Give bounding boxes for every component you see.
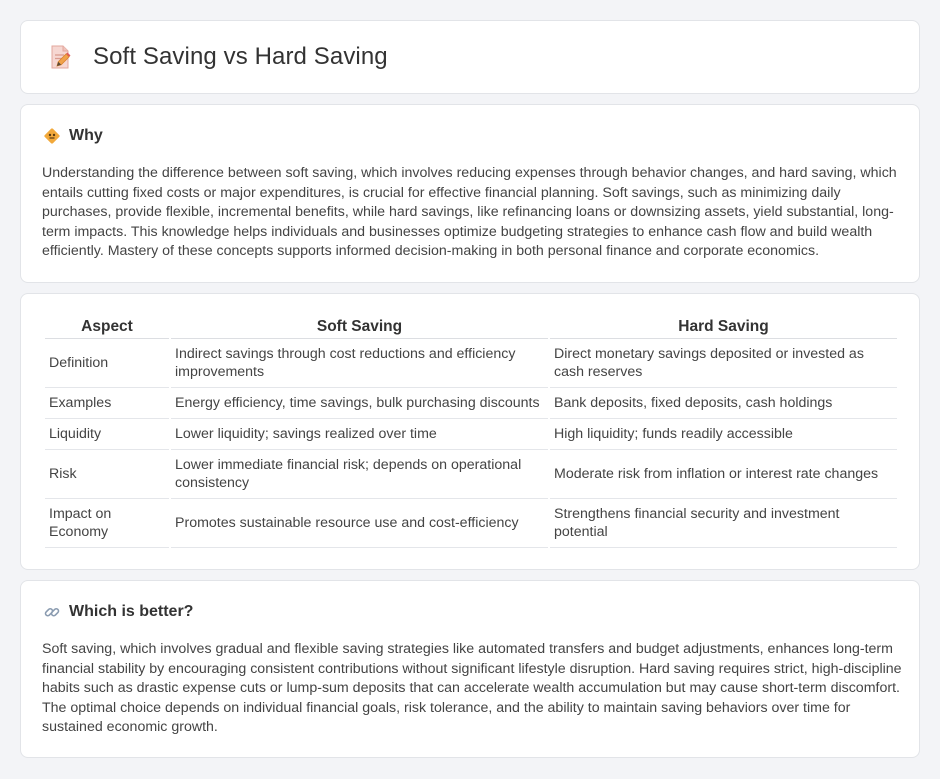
cell-aspect: Risk <box>45 450 169 499</box>
why-body: Understanding the difference between soft saving, which involves reducing expenses through behavior changes, and hard saving, which entails cutting fixed costs or major expenditures, is crucial for effective financial planning. Soft savings, such as minimizing daily purchases, provide flexible, incremental benefits, while hard savings, like refinancing loans or downsizing assets, yield substantial, long-term impacts. This knowledge helps individuals and businesses optimize budgeting strategies to enhance cash flow and build wealth efficiently. Mastery of these concepts supports informed decision-making in both personal finance and corporate economics. <box>42 165 897 260</box>
better-body: Soft saving, which involves gradual and flexible saving strategies like automated transfers and budget adjustments, enhances long-term financial stability by encouraging consistent contributions without significant lifestyle disruption. Hard saving requires strict, high-discipline habits such as drastic expense cuts or lump-sum deposits that can accelerate wealth accumulation but may cause short-term discomfort. The optimal choice depends on individual financial goals, risk tolerance, and the ability to maintain saving behaviors over time for sustained economic growth. <box>42 641 902 736</box>
cell-hard: Direct monetary savings deposited or invested as cash reserves <box>550 339 897 388</box>
cell-hard: Moderate risk from inflation or interest rate changes <box>550 450 897 499</box>
better-title: Which is better? <box>69 603 194 620</box>
header-soft-saving: Soft Saving <box>171 316 548 339</box>
cell-aspect: Definition <box>45 339 169 388</box>
cell-hard: Bank deposits, fixed deposits, cash holdings <box>550 388 897 419</box>
table-row <box>45 499 897 548</box>
header-aspect: Aspect <box>45 316 169 339</box>
header-hard-saving: Hard Saving <box>550 316 897 339</box>
why-section <box>20 104 920 283</box>
title-row <box>47 43 388 71</box>
table-row <box>45 450 897 499</box>
link-icon <box>43 603 61 621</box>
comparison-table <box>43 316 899 548</box>
cell-soft: Energy efficiency, time savings, bulk purchasing discounts <box>171 388 548 419</box>
table-row <box>45 419 897 450</box>
better-heading <box>43 603 193 621</box>
cell-soft: Promotes sustainable resource use and cost-efficiency <box>171 499 548 548</box>
cell-aspect: Examples <box>45 388 169 419</box>
comparison-section <box>20 293 920 570</box>
why-title: Why <box>69 127 103 144</box>
cell-aspect: Liquidity <box>45 419 169 450</box>
title-card <box>20 20 920 94</box>
cell-hard: Strengthens financial security and investment potential <box>550 499 897 548</box>
cell-aspect: Impact on Economy <box>45 499 169 548</box>
table-header-row <box>45 316 897 339</box>
table-row <box>45 339 897 388</box>
which-better-section <box>20 580 920 758</box>
why-heading <box>43 127 103 145</box>
cell-soft: Indirect savings through cost reductions and efficiency improvements <box>171 339 548 388</box>
page-title: Soft Saving vs Hard Saving <box>93 43 388 70</box>
cell-soft: Lower liquidity; savings realized over time <box>171 419 548 450</box>
diamond-sign-icon <box>43 127 61 145</box>
table-row <box>45 388 897 419</box>
cell-hard: High liquidity; funds readily accessible <box>550 419 897 450</box>
document-pencil-icon <box>47 44 73 70</box>
cell-soft: Lower immediate financial risk; depends on operational consistency <box>171 450 548 499</box>
